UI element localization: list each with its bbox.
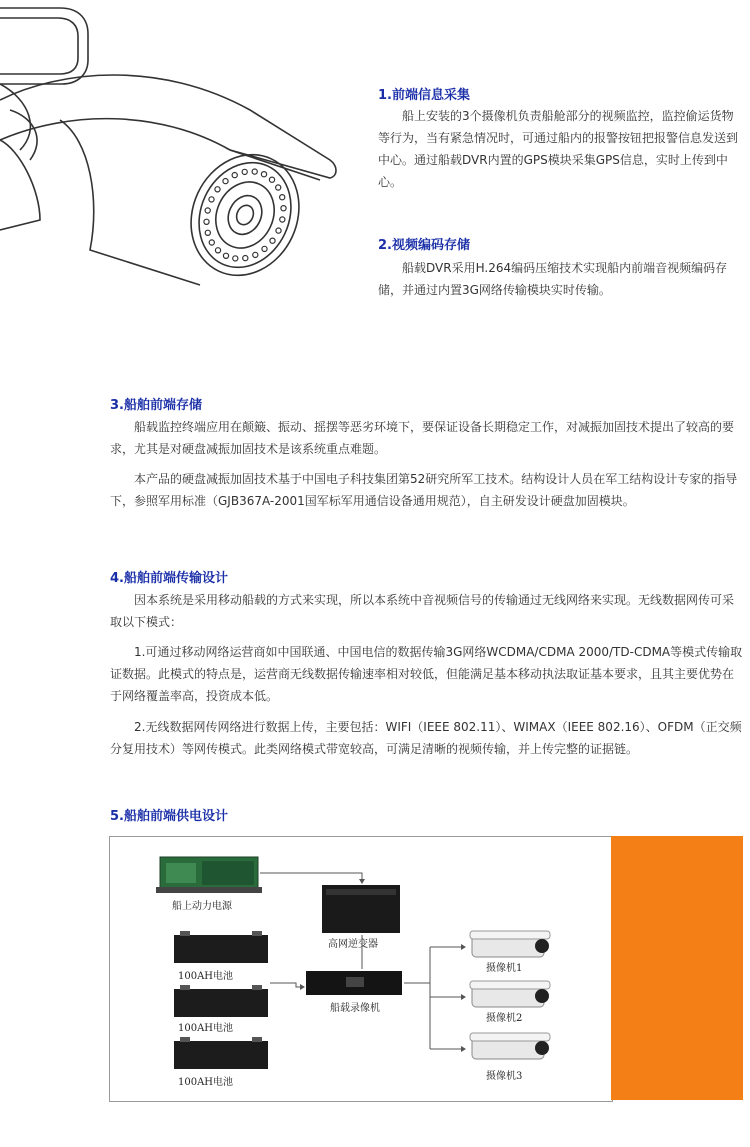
section-1-paragraph-1: 船上安装的3个摄像机负责船舱部分的视频监控，监控偷运货物等行为，当有紧急情况时，可通过船内的报警按钮把报警信息发送到中心。通过船载DVR内置的GPS模块采集GPS信息，实时上传到中心。: [378, 109, 739, 189]
led-dot: [223, 253, 228, 258]
arrow-battery-dvr: [300, 984, 305, 990]
generator-label: 船上动力电源: [172, 901, 232, 912]
inverter-label: 高网逆变器: [328, 939, 378, 950]
camera-label-1: 摄像机1: [486, 963, 523, 974]
led-dot: [209, 197, 214, 202]
orange-accent-block: [611, 836, 743, 1100]
battery-label-2: 100AH电池: [178, 1023, 234, 1034]
arrows-dvr-cameras: [461, 944, 466, 1052]
led-dot: [281, 206, 286, 211]
battery-label-1: 100AH电池: [178, 971, 234, 982]
section-1-title: 1.前端信息采集: [378, 88, 470, 103]
led-dot: [243, 256, 248, 261]
led-dot: [205, 230, 210, 235]
camera-icon-3: [470, 1033, 550, 1059]
diagram-svg: [110, 837, 612, 1101]
led-dot: [280, 195, 285, 200]
section-4-paragraph-2: 1.可通过移动网络运营商如中国联通、中国电信的数据传输3G网络WCDMA/CDMA 2000/TD-CDMA等模式传输取证数据。此模式的特点是，运营商无线数据传输速率相对较低，但能满足基本移动执法取证基本要求，且其主要优势在于网络覆盖率高，投资成本低。: [110, 645, 743, 703]
line-dvr-cameras: [404, 947, 465, 1049]
led-dot: [280, 217, 285, 222]
led-dot: [223, 179, 228, 184]
led-dot: [242, 169, 247, 174]
section-2-title: 2.视频编码存储: [378, 238, 470, 253]
section-3-title: 3.船舶前端存储: [110, 398, 202, 413]
camera-label-2: 摄像机2: [486, 1013, 523, 1024]
led-dot: [215, 248, 220, 253]
led-dot: [276, 228, 281, 233]
led-dot: [253, 252, 258, 257]
led-dot: [262, 246, 267, 251]
led-dot: [233, 256, 238, 261]
line-battery-dvr: [270, 983, 304, 987]
led-dot: [205, 208, 210, 213]
arrow-generator-inverter: [359, 879, 365, 884]
section-3-paragraph-1: 船载监控终端应用在颠簸、振动、摇摆等恶劣环境下，要保证设备长期稳定工作，对减振加固技术提出了较高的要求，尤其是对硬盘减振加固技术是该系统重点难题。: [110, 420, 735, 456]
led-dot: [276, 185, 281, 190]
camera-illustration: [0, 0, 340, 300]
battery-icon-3: [174, 1037, 268, 1069]
section-4-paragraph-1: 因本系统是采用移动船载的方式来实现，所以本系统中音视频信号的传输通过无线网络来实现。无线数据网传可采取以下模式：: [110, 593, 735, 629]
power-supply-diagram: [109, 836, 613, 1102]
camera-icon-1: [470, 931, 550, 957]
camera-label-3: 摄像机3: [486, 1071, 523, 1082]
inverter-icon: [322, 885, 400, 933]
dvr-icon: [306, 971, 402, 995]
battery-icon-1: [174, 931, 268, 963]
camera-icon-2: [470, 981, 550, 1007]
led-dot: [252, 169, 257, 174]
dvr-label: 船载录像机: [330, 1003, 380, 1014]
led-dot: [209, 240, 214, 245]
led-dot: [204, 219, 209, 224]
line-generator-inverter: [260, 873, 362, 883]
section-4-title: 4.船舶前端传输设计: [110, 571, 228, 586]
led-dot: [215, 187, 220, 192]
generator-icon: [156, 857, 262, 893]
battery-label-3: 100AH电池: [178, 1077, 234, 1088]
battery-icon-2: [174, 985, 268, 1017]
section-2-paragraph-1: 船载DVR采用H.264编码压缩技术实现船内前端音视频编码存储，并通过内置3G网络传输模块实时传输。: [378, 261, 728, 297]
led-dot: [261, 172, 266, 177]
section-5-title: 5.船舶前端供电设计: [110, 809, 228, 824]
led-dot: [270, 238, 275, 243]
led-dot: [232, 173, 237, 178]
led-dot: [269, 177, 274, 182]
section-3-paragraph-2: 本产品的硬盘减振加固技术基于中国电子科技集团第52研究所军工技术。结构设计人员在军工结构设计专家的指导下，参照军用标准（GJB367A-2001国军标军用通信设备通用规范），自主研发设计硬盘加固模块。: [110, 472, 738, 508]
section-4-paragraph-3: 2.无线数据网传网络进行数据上传，主要包括：WIFI（IEEE 802.11）、WIMAX（IEEE 802.16）、OFDM（正交频分复用技术）等网传模式。此类网络模式带宽较高，可满足清晰的视频传输，并上传完整的证据链。: [110, 720, 742, 756]
